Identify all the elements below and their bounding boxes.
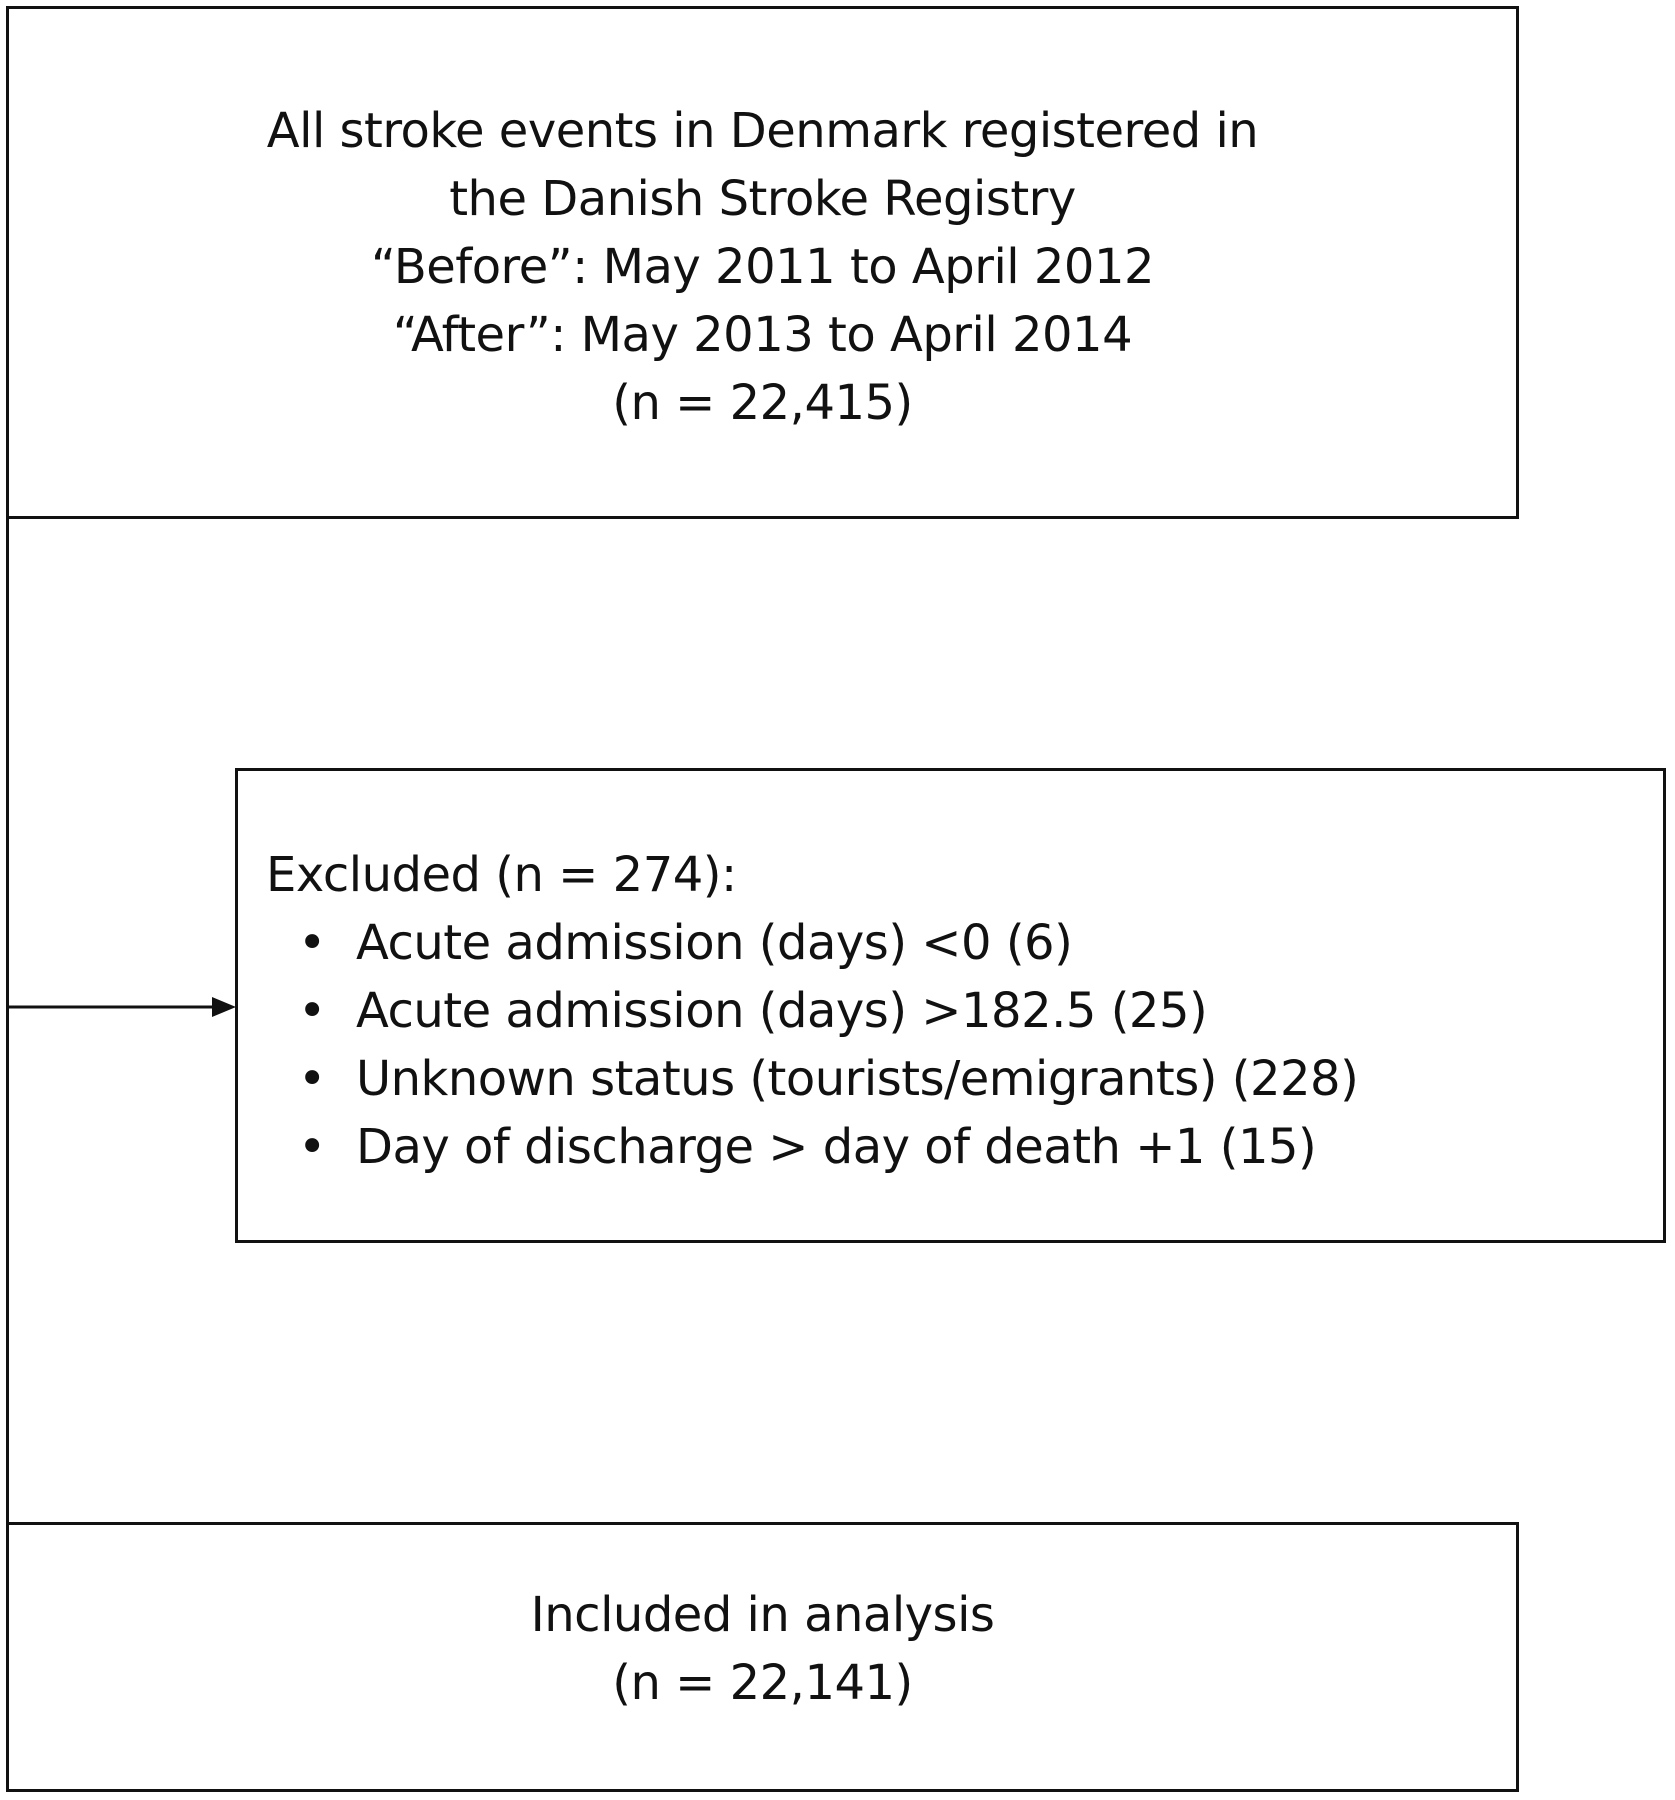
- excluded-heading: Excluded (n = 274):: [266, 847, 737, 903]
- exclusion-arrowhead-icon: [212, 997, 236, 1017]
- list-item: [266, 977, 1358, 1045]
- top-box-line: “After”: May 2013 to April 2014: [392, 307, 1133, 363]
- top-box-line: “Before”: May 2011 to April 2012: [370, 239, 1155, 295]
- excluded-content: [266, 841, 1358, 1181]
- bullet-icon: •: [298, 1119, 326, 1175]
- included-label: Included in analysis: [530, 1587, 995, 1643]
- exclusion-criterion: Acute admission (days) <0 (6): [356, 915, 1073, 971]
- excluded-criteria-list: [266, 909, 1358, 1181]
- excluded-box: [235, 768, 1666, 1243]
- list-item: [266, 1045, 1358, 1113]
- exclusion-criterion: Acute admission (days) >182.5 (25): [356, 983, 1208, 1039]
- included-in-analysis-box: [6, 1522, 1519, 1792]
- top-box-line: All stroke events in Denmark registered in: [266, 103, 1259, 159]
- bullet-icon: •: [298, 1051, 326, 1107]
- included-text: [9, 1581, 1516, 1717]
- list-item: [266, 1113, 1358, 1181]
- exclusion-criterion: Day of discharge > day of death +1 (15): [356, 1119, 1317, 1175]
- list-item: [266, 909, 1358, 977]
- all-stroke-events-text: [9, 97, 1516, 437]
- top-box-line: the Danish Stroke Registry: [449, 171, 1076, 227]
- exclusion-criterion: Unknown status (tourists/emigrants) (228): [356, 1051, 1359, 1107]
- included-count: (n = 22,141): [612, 1655, 913, 1711]
- bullet-icon: •: [298, 983, 326, 1039]
- top-box-count: (n = 22,415): [612, 375, 913, 431]
- all-stroke-events-box: [6, 6, 1519, 519]
- bullet-icon: •: [298, 915, 326, 971]
